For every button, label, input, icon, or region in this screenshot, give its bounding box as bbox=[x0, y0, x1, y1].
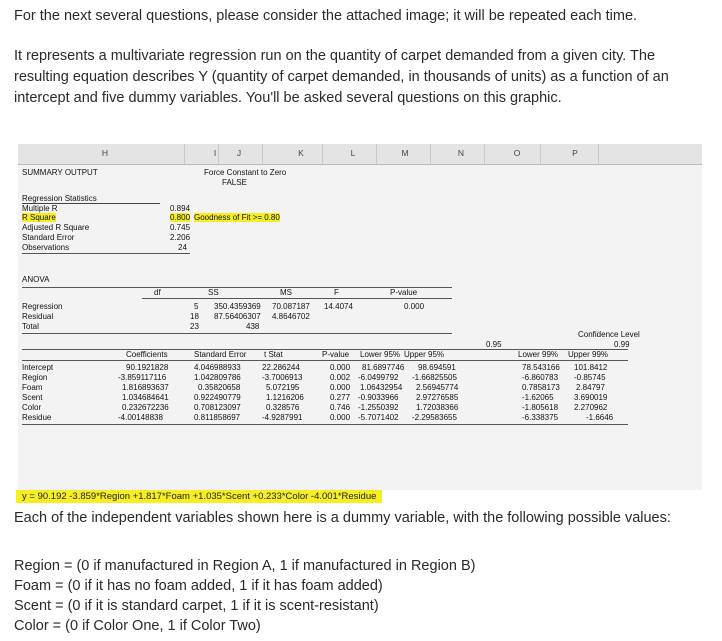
summary-output-label: SUMMARY OUTPUT bbox=[22, 168, 98, 177]
coef-l95: -5.7071402 bbox=[358, 413, 399, 422]
coef-p: 0.000 bbox=[330, 413, 351, 422]
anova-df: 18 bbox=[190, 312, 199, 321]
regression-equation: y = 90.192 -3.859*Region +1.817*Foam +1.035*Scent +0.233*Color -4.001*Residue bbox=[16, 490, 382, 503]
anova-ss: 350.4359369 bbox=[214, 302, 261, 311]
column-header: P bbox=[572, 148, 578, 158]
anova-header-df: df bbox=[154, 288, 161, 297]
anova-row-label: Residual bbox=[22, 312, 54, 321]
confidence-95: 0.95 bbox=[486, 340, 502, 349]
coef-u99: -0.85745 bbox=[574, 373, 606, 382]
description-text: It represents a multivariate regression run on the quantity of carpet demanded from a given city. The resulting equation describes Y (quantity of carpet demanded, in thousands of units) as a function of an intercept and five dummy variables. You'll be asked several questions on this graphic. bbox=[14, 48, 669, 106]
coef-header: Upper 95% bbox=[404, 350, 445, 359]
coef-u99: 2.270962 bbox=[574, 403, 608, 412]
anova-ms: 4.8646702 bbox=[272, 312, 310, 321]
coef-header: t Stat bbox=[264, 350, 283, 359]
goodness-of-fit-note: Goodness of Fit >= 0.80 bbox=[194, 213, 280, 222]
anova-header-ss: SS bbox=[208, 288, 219, 297]
intro-text: For the next several questions, please consider the attached image; it will be repeated each time. bbox=[14, 8, 638, 24]
regstat-label: R Square bbox=[22, 213, 56, 222]
anova-ss: 87.56406307 bbox=[214, 312, 261, 321]
coef-t: 1.1216206 bbox=[266, 393, 304, 402]
column-header: I bbox=[213, 148, 217, 158]
anova-row-label: Regression bbox=[22, 302, 63, 311]
coef-value: 90.1921828 bbox=[126, 363, 169, 372]
coef-header: Lower 99% bbox=[518, 350, 559, 359]
coef-se: 1.042809786 bbox=[194, 373, 241, 382]
coef-row-label: Scent bbox=[22, 393, 43, 402]
coef-value: -3.859117116 bbox=[118, 373, 167, 382]
anova-df: 5 bbox=[194, 302, 199, 311]
regstats-title: Regression Statistics bbox=[22, 194, 160, 204]
definition-scent: Scent = (0 if it is standard carpet, 1 if it is scent-resistant) bbox=[14, 598, 379, 614]
confidence-99: 0.99 bbox=[614, 340, 630, 349]
coef-p: 0.277 bbox=[330, 393, 351, 402]
coef-l99: 0.7858173 bbox=[522, 383, 560, 392]
coef-l95: -1.2550392 bbox=[358, 403, 399, 412]
coef-u95: 98.694591 bbox=[418, 363, 456, 372]
coef-p: 0.000 bbox=[330, 383, 351, 392]
regstat-value: 24 bbox=[178, 243, 187, 252]
coef-p: 0.746 bbox=[330, 403, 351, 412]
regstat-value: 0.745 bbox=[170, 223, 191, 232]
coef-u95: 2.56945774 bbox=[416, 383, 459, 392]
coef-se: 0.35820658 bbox=[198, 383, 241, 392]
regstat-value: 0.800 bbox=[170, 213, 191, 222]
anova-f: 14.4074 bbox=[324, 302, 353, 311]
column-header: J bbox=[236, 148, 242, 158]
coef-p: 0.000 bbox=[330, 363, 351, 372]
coef-header: Lower 95% bbox=[360, 350, 401, 359]
coef-u95: 2.97276585 bbox=[416, 393, 459, 402]
coef-row-label: Intercept bbox=[22, 363, 54, 372]
column-header: O bbox=[513, 148, 521, 158]
coef-u99: -1.6646 bbox=[586, 413, 614, 422]
force-constant-label: Force Constant to Zero bbox=[204, 168, 287, 177]
coef-value: 1.816893637 bbox=[122, 383, 169, 392]
anova-p: 0.000 bbox=[404, 302, 425, 311]
force-constant-value: FALSE bbox=[222, 178, 247, 187]
column-header: K bbox=[298, 148, 304, 158]
coef-header: Coefficients bbox=[126, 350, 168, 359]
coef-p: 0.002 bbox=[330, 373, 351, 382]
regstat-label: Multiple R bbox=[22, 204, 58, 213]
regstat-label: Observations bbox=[22, 243, 70, 252]
coef-se: 4.046988933 bbox=[194, 363, 241, 372]
coef-header: Upper 99% bbox=[568, 350, 609, 359]
column-header: H bbox=[101, 148, 109, 158]
regstat-value: 2.206 bbox=[170, 233, 191, 242]
coef-t: -3.7006913 bbox=[262, 373, 303, 382]
regstat-label: Standard Error bbox=[22, 233, 75, 242]
anova-header-p: P-value bbox=[390, 288, 418, 297]
coef-l99: -1.62065 bbox=[522, 393, 554, 402]
anova-header-ms: MS bbox=[280, 288, 292, 297]
coef-t: 22.286244 bbox=[262, 363, 300, 372]
coef-l95: 1.06432954 bbox=[360, 383, 403, 392]
dummy-definitions bbox=[14, 556, 704, 636]
definition-foam: Foam = (0 if it has no foam added, 1 if it has foam added) bbox=[14, 578, 383, 594]
coef-t: 5.072195 bbox=[266, 383, 300, 392]
coef-se: 0.811858697 bbox=[194, 413, 241, 422]
coef-l99: -6.338375 bbox=[522, 413, 559, 422]
coef-t: -4.9287991 bbox=[262, 413, 303, 422]
coef-row-label: Color bbox=[22, 403, 42, 412]
coef-header: Standard Error bbox=[194, 350, 247, 359]
column-header: L bbox=[350, 148, 356, 158]
coef-u99: 3.690019 bbox=[574, 393, 608, 402]
coef-value: 0.232672236 bbox=[122, 403, 169, 412]
anova-ms: 70.087187 bbox=[272, 302, 310, 311]
coef-l99: -1.805618 bbox=[522, 403, 559, 412]
coef-l95: -6.0499792 bbox=[358, 373, 399, 382]
coef-row-label: Residue bbox=[22, 413, 52, 422]
coef-row-label: Region bbox=[22, 373, 48, 382]
coef-header: P-value bbox=[322, 350, 350, 359]
anova-df: 23 bbox=[190, 322, 199, 331]
coef-l95: -0.9033966 bbox=[358, 393, 399, 402]
coef-se: 0.708123097 bbox=[194, 403, 241, 412]
coef-row-label: Foam bbox=[22, 383, 43, 392]
coef-u95: 1.72038366 bbox=[416, 403, 459, 412]
coef-l95: 81.6897746 bbox=[362, 363, 405, 372]
coef-value: 1.034684641 bbox=[122, 393, 169, 402]
coef-l99: 78.543166 bbox=[522, 363, 560, 372]
regstat-label: Adjusted R Square bbox=[22, 223, 90, 232]
column-header-row bbox=[18, 144, 702, 165]
column-header: M bbox=[401, 148, 409, 158]
coef-u95: -1.66825505 bbox=[412, 373, 457, 382]
definition-region: Region = (0 if manufactured in Region A, 1 if manufactured in Region B) bbox=[14, 558, 476, 574]
anova-row-label: Total bbox=[22, 322, 39, 331]
confidence-level-label: Confidence Level bbox=[578, 330, 640, 339]
regression-spreadsheet bbox=[18, 144, 702, 490]
anova-header-f: F bbox=[334, 288, 339, 297]
coef-u99: 2.84797 bbox=[576, 383, 605, 392]
coef-u95: -2.29583655 bbox=[412, 413, 457, 422]
dummy-variable-intro: Each of the independent variables shown here is a dummy variable, with the following possible values: bbox=[14, 510, 671, 526]
regstat-value: 0.894 bbox=[170, 204, 191, 213]
anova-ss: 438 bbox=[246, 322, 260, 331]
column-header: N bbox=[457, 148, 465, 158]
anova-title: ANOVA bbox=[22, 275, 50, 284]
coef-t: 0.328576 bbox=[266, 403, 300, 412]
coef-u99: 101.8412 bbox=[574, 363, 608, 372]
coef-se: 0.922490779 bbox=[194, 393, 241, 402]
coef-value: -4.00148838 bbox=[118, 413, 163, 422]
coef-l99: -6.860783 bbox=[522, 373, 559, 382]
definition-color: Color = (0 if Color One, 1 if Color Two) bbox=[14, 618, 261, 634]
